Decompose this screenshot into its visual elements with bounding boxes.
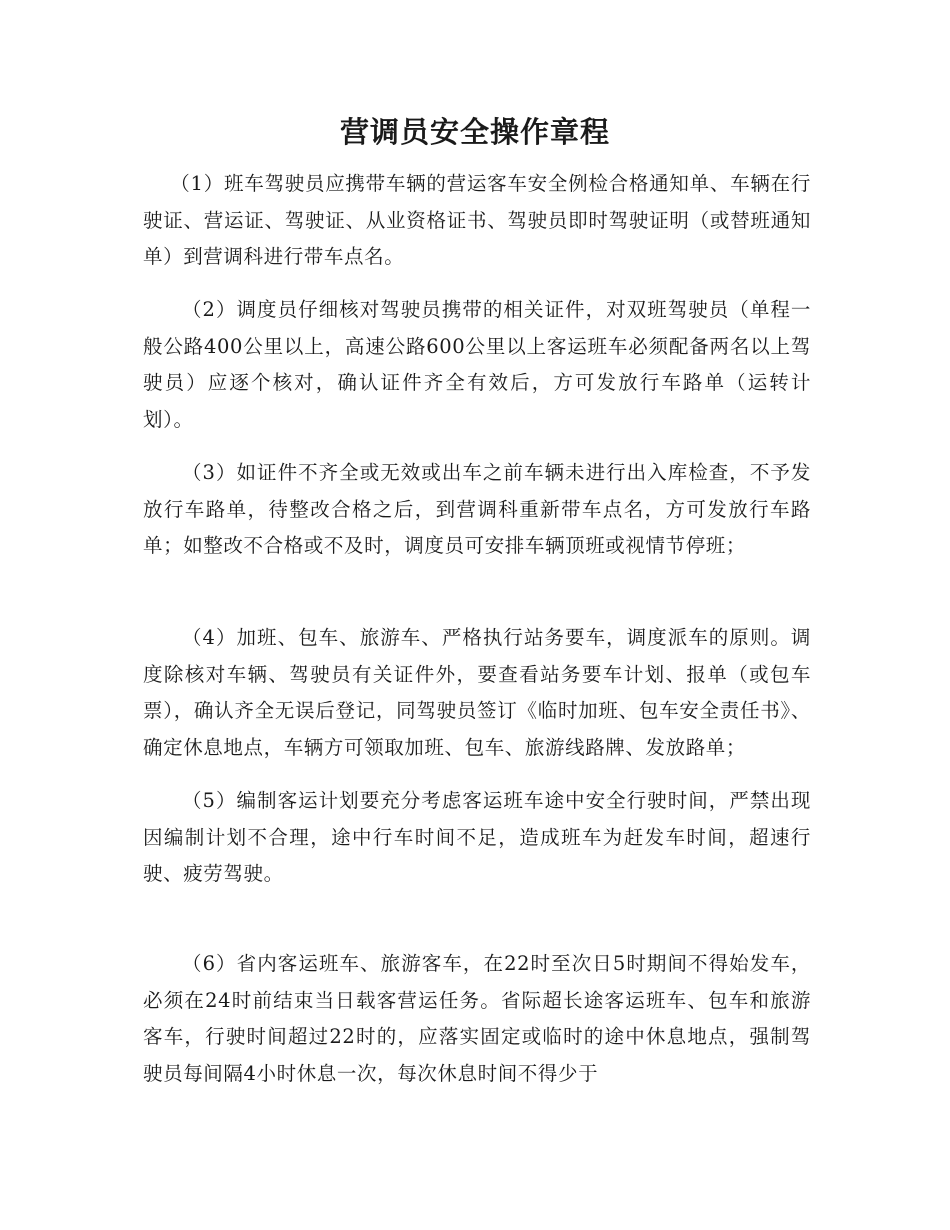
paragraph-6: （6）省内客运班车、旅游客车，在22时至次日5时期间不得始发车，必须在24时前结束当日载客营运任务。省际超长途客运班车、包车和旅游客车，行驶时间超过22时的，应落实固定或临时的途中休息地点，强制驾驶员每间隔4小时休息一次，每次休息时间不得少于 bbox=[143, 952, 811, 1085]
paragraph-4: （4）加班、包车、旅游车、严格执行站务要车，调度派车的原则。调度除核对车辆、驾驶员有关证件外，要查看站务要车计划、报单（或包车票），确认齐全无误后登记，同驾驶员签订《临时加班、包车安全责任书》、确定休息地点，车辆方可领取加班、包车、旅游线路牌、发放路单； bbox=[143, 626, 811, 759]
paragraph-5: （5）编制客运计划要充分考虑客运班车途中安全行驶时间，严禁出现因编制计划不合理，途中行车时间不足，造成班车为赶发车时间，超速行驶、疲劳驾驶。 bbox=[143, 789, 811, 885]
paragraph-1: （1）班车驾驶员应携带车辆的营运客车安全例检合格通知单、车辆在行驶证、营运证、驾驶证、从业资格证书、驾驶员即时驾驶证明（或替班通知单）到营调科进行带车点名。 bbox=[143, 172, 811, 268]
paragraph-2: （2）调度员仔细核对驾驶员携带的相关证件，对双班驾驶员（单程一般公路400公里以上，高速公路600公里以上客运班车必须配备两名以上驾驶员）应逐个核对，确认证件齐全有效后，方可发放行车路单（运转计划）。 bbox=[143, 298, 811, 431]
page-title: 营调员安全操作章程 bbox=[339, 115, 610, 149]
paragraph-3: （3）如证件不齐全或无效或出车之前车辆未进行出入库检查，不予发放行车路单，待整改合格之后，到营调科重新带车点名，方可发放行车路单；如整改不合格或不及时，调度员可安排车辆顶班或视情节停班； bbox=[143, 461, 811, 557]
